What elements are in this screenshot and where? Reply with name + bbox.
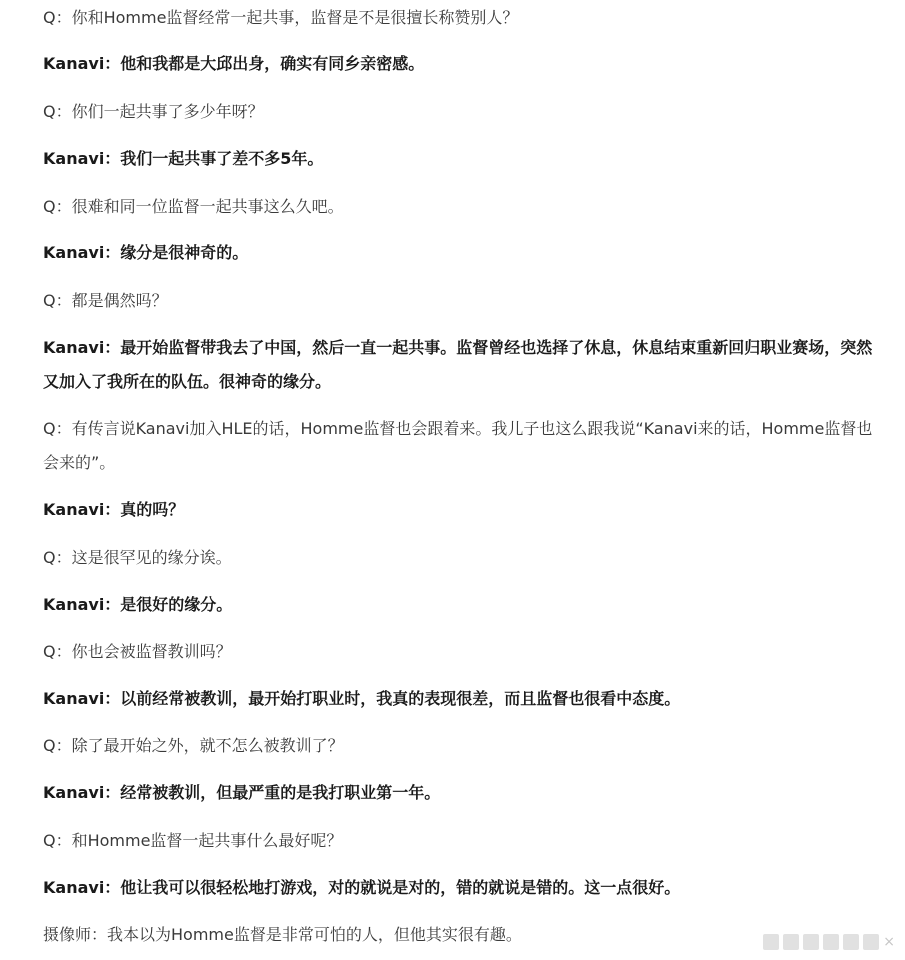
question-line: 摄像师：我本以为Homme监督是非常可怕的人，但他其实很有趣。 [43,925,522,944]
question-line: Q：很难和同一位监督一起共事这么久吧。 [43,197,344,216]
answer-line: Kanavi：是很好的缘分。 [43,595,233,614]
watermark-block-icon [803,934,819,950]
watermark-logo [763,934,895,950]
answer-line: Kanavi：他让我可以很轻松地打游戏，对的就说是对的，错的就说是错的。这一点很好。 [43,878,681,897]
watermark-block-icon [863,934,879,950]
question-line: Q：有传言说Kanavi加入HLE的话，Homme监督也会跟着来。我儿子也这么跟我说“Kanavi来的话，Homme监督也会来的”。 [43,419,873,472]
watermark-block-icon [763,934,779,950]
answer-line: Kanavi：经常被教训，但最严重的是我打职业第一年。 [43,783,441,802]
question-line: Q：你们一起共事了多少年呀？ [43,102,264,121]
answer-line: Kanavi：他和我都是大邱出身，确实有同乡亲密感。 [43,54,425,73]
question-line: Q：你和Homme监督经常一起共事，监督是不是很擅长称赞别人？ [43,8,519,27]
question-line: Q：这是很罕见的缘分诶。 [43,548,232,567]
question-line: Q：和Homme监督一起共事什么最好呢？ [43,831,343,850]
answer-line: Kanavi：我们一起共事了差不多5年。 [43,149,324,168]
question-line: Q：都是偶然吗？ [43,291,168,310]
question-line: Q：你也会被监督教训吗？ [43,642,232,661]
answer-line: Kanavi：最开始监督带我去了中国，然后一直一起共事。监督曾经也选择了休息，休息结束重新回归职业赛场，突然又加入了我所在的队伍。很神奇的缘分。 [43,338,873,391]
watermark-block-icon [843,934,859,950]
watermark-block-icon [823,934,839,950]
answer-line: Kanavi：以前经常被教训，最开始打职业时，我真的表现很差，而且监督也很看中态度。 [43,689,681,708]
question-line: Q：除了最开始之外，就不怎么被教训了？ [43,736,344,755]
answer-line: Kanavi：缘分是很神奇的。 [43,243,249,262]
answer-line: Kanavi：真的吗？ [43,500,185,519]
watermark-block-icon [783,934,799,950]
watermark-close-icon: × [883,934,895,950]
